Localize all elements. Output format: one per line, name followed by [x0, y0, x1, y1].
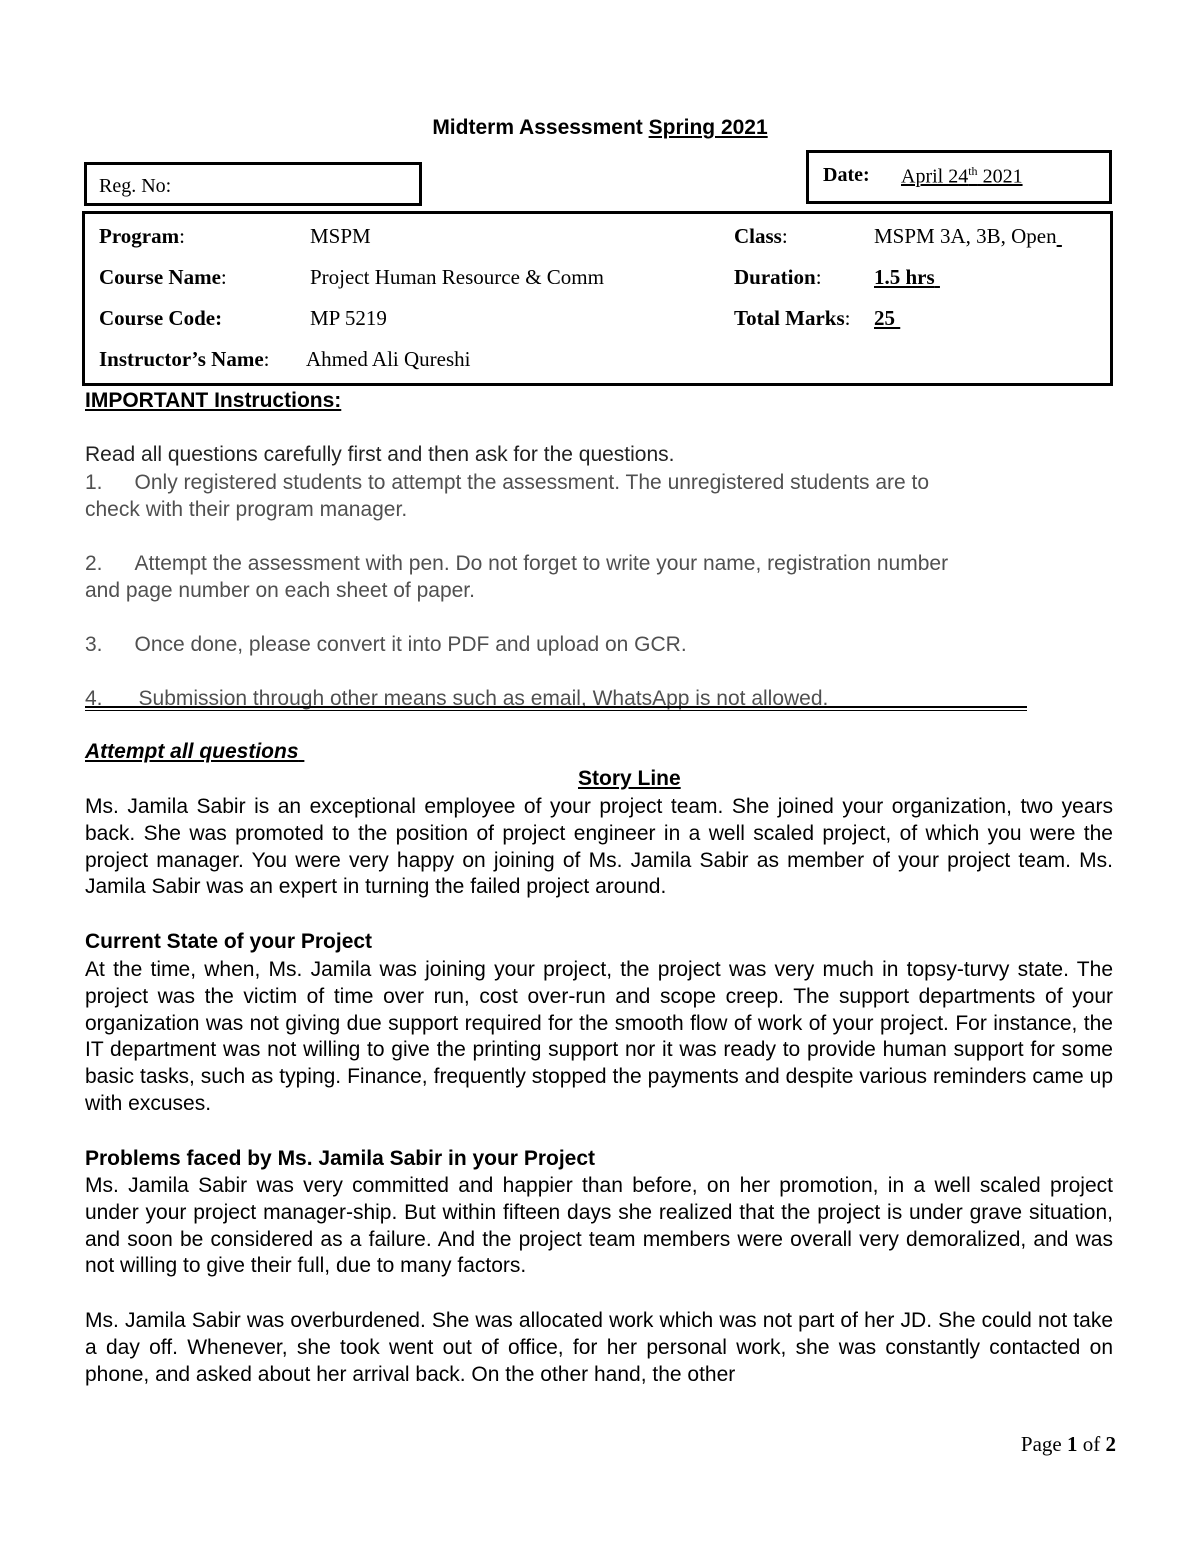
- page-title: Midterm Assessment Spring 2021: [432, 116, 768, 139]
- attempt-all-heading: Attempt all questions: [85, 740, 299, 763]
- total-marks-value: 25: [874, 306, 895, 330]
- current-state-paragraph: At the time, when, Ms. Jamila was joining your project, the project was very much in topsy-turvy state. The project was the victim of time over run, cost over-run and scope creep. The support departments of your organization was not giving due support required for the smooth flow of work of your project. For instance, the IT department was not willing to give the printing support nor it was ready to provide human support for some basic tasks, such as typing. Finance, frequently stopped the payments and despite various reminders came up with excuses.: [85, 958, 1113, 1115]
- duration-value: 1.5 hrs: [874, 265, 935, 289]
- instruction-item-cont: check with their program manager.: [85, 498, 408, 521]
- program-value: MSPM: [310, 224, 371, 248]
- date-box: [806, 150, 1112, 204]
- course-name-value: Project Human Resource & Comm: [310, 265, 604, 289]
- instructor-value: Ahmed Ali Qureshi: [306, 347, 471, 371]
- current-state-heading: Current State of your Project: [85, 930, 373, 953]
- story-line-heading: Story Line: [578, 767, 681, 790]
- class-label: Class:: [734, 224, 788, 248]
- problems-paragraph: Ms. Jamila Sabir was overburdened. She was allocated work which was not part of her JD. She could not take a day off. Whenever, she took went out of office, for her personal work, she was constantly contacted on phone, and asked about her arrival back. On the other hand, the other: [85, 1309, 1113, 1386]
- duration-label: Duration:: [734, 265, 822, 289]
- instruction-item: 1. Only registered students to attempt the assessment. The unregistered students are to: [85, 471, 930, 494]
- reg-no-label: Reg. No:: [99, 175, 172, 197]
- instructor-label: Instructor’s Name:: [99, 347, 270, 371]
- separator-line: [85, 706, 1027, 708]
- problems-paragraph: Ms. Jamila Sabir was very committed and happier than before, on her promotion, in a well scaled project under your project manager-ship. But within fifteen days she realized that the project is under grave situation, and soon be considered as a failure. And the project team members were overall very demoralized, and was not willing to give their full, due to many factors.: [85, 1174, 1113, 1278]
- course-code-label: Course Code:: [99, 306, 223, 330]
- instruction-item: 3. Once done, please convert it into PDF and upload on GCR.: [85, 633, 687, 656]
- instruction-item-cont: and page number on each sheet of paper.: [85, 579, 475, 602]
- reg-no-box: [84, 162, 422, 206]
- page-number: Page 1 of 2: [1020, 1432, 1116, 1456]
- separator-line: [85, 710, 1027, 711]
- instruction-item: 4. Submission through other means such as email, WhatsApp is not allowed.: [85, 687, 829, 710]
- instructions-heading: IMPORTANT Instructions:: [85, 389, 342, 412]
- problems-heading: Problems faced by Ms. Jamila Sabir in your Project: [85, 1147, 596, 1170]
- class-value: MSPM 3A, 3B, Open: [874, 224, 1057, 248]
- course-name-label: Course Name:: [99, 265, 227, 289]
- instructions-intro: Read all questions carefully first and then ask for the questions.: [85, 443, 675, 466]
- date-value: April 24th 2021: [901, 164, 1023, 188]
- total-marks-label: Total Marks:: [734, 306, 851, 330]
- course-code-value: MP 5219: [310, 306, 387, 330]
- date-label: Date:: [823, 164, 870, 186]
- program-label: Program:: [99, 224, 185, 248]
- instruction-item: 2. Attempt the assessment with pen. Do not forget to write your name, registration number: [85, 552, 949, 575]
- story-paragraph: Ms. Jamila Sabir is an exceptional employee of your project team. She joined your organization, two years back. She was promoted to the position of project engineer in a well scaled project, of which you were the project manager. You were very happy on joining of Ms. Jamila Sabir as member of your project team. Ms. Jamila Sabir was an expert in turning the failed project around.: [85, 795, 1113, 899]
